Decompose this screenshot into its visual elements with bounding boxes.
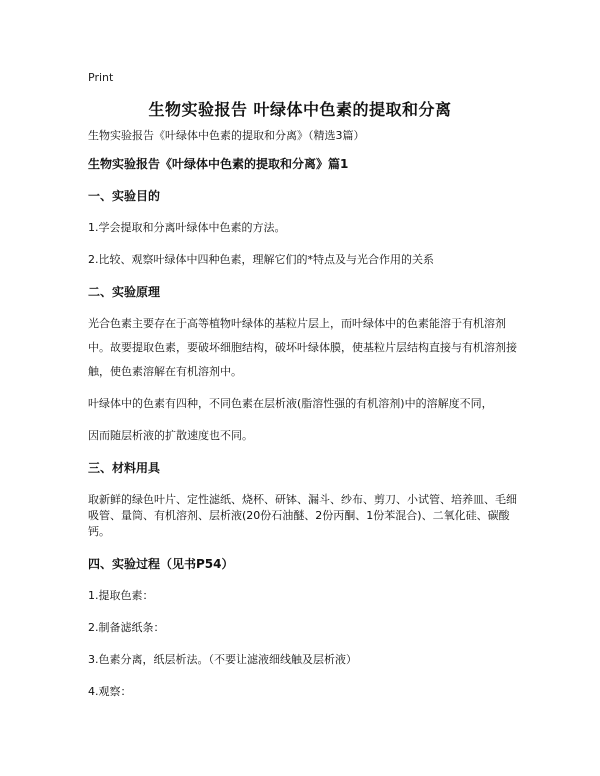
process-step: 4.观察：	[88, 685, 132, 698]
chapter-heading: 生物实验报告《叶绿体中色素的提取和分离》篇1	[88, 157, 349, 171]
principle-paragraph: 中。故要提取色素，要破坏细胞结构，破坏叶绿体膜，使基粒片层结构直接与有机溶剂接	[88, 341, 517, 354]
document-body	[88, 128, 518, 716]
process-step: 3.色素分离，纸层析法。（不要让滤液细线触及层析液）	[88, 653, 357, 666]
section-heading-materials: 三、材料用具	[88, 461, 161, 475]
principle-paragraph: 光合色素主要存在于高等植物叶绿体的基粒片层上，而叶绿体中的色素能溶于有机溶剂	[88, 317, 506, 330]
section-heading-process: 四、实验过程（见书P54）	[88, 557, 234, 571]
purpose-item: 2.比较、观察叶绿体中四种色素，理解它们的*特点及与光合作用的关系	[88, 253, 434, 266]
purpose-item: 1.学会提取和分离叶绿体中色素的方法。	[88, 221, 286, 234]
section-heading-principle: 二、实验原理	[88, 285, 161, 299]
process-step: 2.制备滤纸条：	[88, 621, 165, 634]
materials-paragraph: 取新鲜的绿色叶片、定性滤纸、烧杯、研钵、漏斗、纱布、剪刀、小试管、培养皿、毛细吸管、量筒、有机溶剂、层析液(20份石油醚、2份丙酮、1份苯混合)、二氧化硅、碳酸钙。	[88, 493, 517, 538]
principle-paragraph: 叶绿体中的色素有四种，不同色素在层析液(脂溶性强的有机溶剂)中的溶解度不同，	[88, 397, 493, 410]
principle-paragraph: 因而随层析液的扩散速度也不同。	[88, 429, 253, 442]
process-step: 1.提取色素：	[88, 589, 154, 602]
section-heading-purpose: 一、实验目的	[88, 189, 161, 203]
principle-paragraph: 触，使色素溶解在有机溶剂中。	[88, 365, 242, 378]
document-subtitle: 生物实验报告《叶绿体中色素的提取和分离》（精选3篇）	[88, 129, 365, 142]
document-title: 生物实验报告 叶绿体中色素的提取和分离	[148, 100, 452, 119]
print-label[interactable]: Print	[88, 71, 114, 84]
